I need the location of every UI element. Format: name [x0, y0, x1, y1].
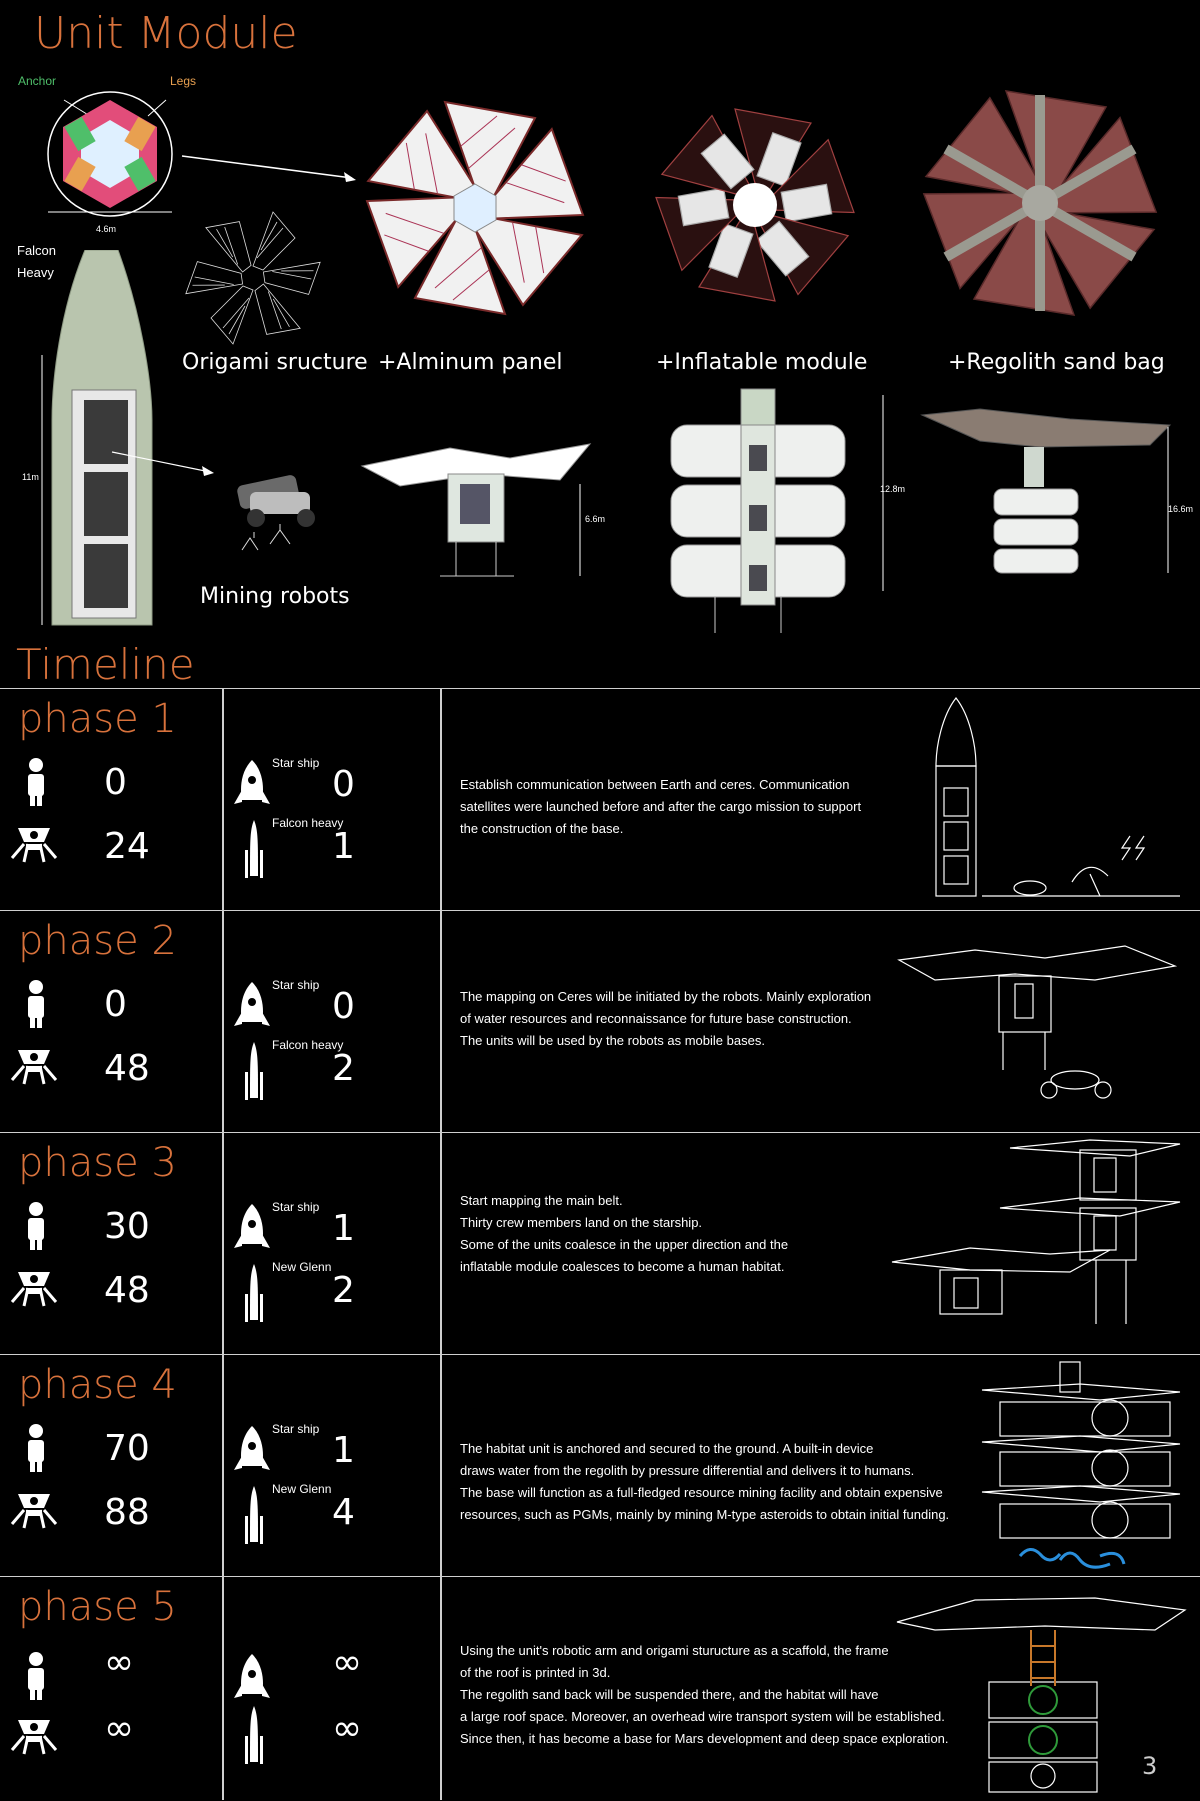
origami-caption: Origami sructure — [182, 350, 368, 375]
mining-robot-icon — [10, 1046, 58, 1086]
crew-count: 70 — [104, 1428, 150, 1469]
starship-rocket-icon — [234, 760, 270, 804]
description-line: The mapping on Ceres will be initiated by the robots. Mainly exploration — [460, 989, 872, 1004]
starship-rocket-icon — [234, 1204, 270, 1248]
launch-vehicle-label: New Glenn — [272, 1260, 332, 1274]
phase-description — [460, 986, 900, 1052]
phase-3-illustration — [890, 1134, 1190, 1349]
hexagon-plan-diagram — [40, 84, 180, 234]
inflatable-module-drawing — [645, 105, 865, 305]
phase-description — [460, 774, 900, 840]
robot-count: 24 — [104, 826, 150, 867]
description-line: Establish communication between Earth and ceres. Communication — [460, 777, 850, 792]
phase-title: phase 5 — [18, 1584, 177, 1630]
launch-vehicle-label: New Glenn — [272, 1482, 332, 1496]
crew-count: 30 — [104, 1206, 150, 1247]
starship-count: ∞ — [332, 1642, 362, 1683]
launch-vehicle-icon — [244, 1042, 264, 1102]
regolith-unit-elevation — [920, 405, 1180, 580]
phase-title: phase 2 — [18, 918, 177, 964]
anchor-label: Anchor — [18, 74, 57, 88]
crew-person-icon — [24, 1202, 48, 1250]
launch-vehicle-icon — [244, 1486, 264, 1546]
mining-robots-drawing — [220, 462, 340, 572]
description-line: draws water from the regolith by pressure differential and delivers it to humans. — [460, 1463, 915, 1478]
mining-robots-caption: Mining robots — [200, 584, 350, 609]
aluminum-caption: +Alminum panel — [378, 350, 563, 375]
starship-count: 0 — [332, 764, 355, 805]
panel-height-dimension: 6.6m — [585, 514, 606, 524]
crew-count: 0 — [104, 762, 127, 803]
launch-vehicle-label: Falcon heavy — [272, 1038, 344, 1052]
legs-label: Legs — [170, 74, 197, 88]
description-line: The base will function as a full-fledged resource mining facility and obtain expensive — [460, 1485, 943, 1500]
launch-vehicle-count: 2 — [332, 1048, 355, 1089]
phase-4-illustration — [980, 1360, 1190, 1570]
launch-vehicle-count: 4 — [332, 1492, 355, 1533]
regolith-sandbag-drawing — [905, 88, 1175, 318]
starship-rocket-icon — [234, 1426, 270, 1470]
starship-label: Star ship — [272, 1200, 320, 1214]
robots-pointer-arrow — [110, 450, 220, 480]
mining-robot-icon — [10, 1716, 58, 1756]
robot-count: 48 — [104, 1048, 150, 1089]
starship-rocket-icon — [234, 1654, 270, 1698]
starship-label: Star ship — [272, 1422, 320, 1436]
crew-count: 0 — [104, 984, 127, 1025]
description-line: The regolith sand back will be suspended there, and the habitat will have — [460, 1687, 879, 1702]
starship-count: 1 — [332, 1208, 355, 1249]
description-line: of the roof is printed in 3d. — [460, 1665, 611, 1680]
phase-description — [460, 1438, 950, 1526]
timeline-title: Timeline — [16, 640, 195, 689]
launch-vehicle-count: 2 — [332, 1270, 355, 1311]
robot-count: 88 — [104, 1492, 150, 1533]
description-line: Using the unit's robotic arm and origami sturucture as a scaffold, the frame — [460, 1643, 889, 1658]
robot-count: 48 — [104, 1270, 150, 1311]
description-line: Since then, it has become a base for Mars development and deep space exploration. — [460, 1731, 949, 1746]
starship-label: Star ship — [272, 978, 320, 992]
phase-description — [460, 1190, 900, 1278]
crew-person-icon — [24, 1424, 48, 1472]
launch-vehicle-count: 1 — [332, 826, 355, 867]
description-line: resources, such as PGMs, mainly by mining M-type asteroids to obtain initial funding. — [460, 1507, 950, 1522]
launch-vehicle-icon — [244, 820, 264, 880]
mining-robot-icon — [10, 824, 58, 864]
inflatable-height-dimension: 12.8m — [880, 484, 906, 494]
origami-structure-drawing — [178, 208, 328, 348]
pointer-arrow — [180, 150, 360, 190]
description-line: a large roof space. Moreover, an overhead wire transport system will be established. — [460, 1709, 945, 1724]
phase-2-illustration — [895, 940, 1185, 1120]
launch-vehicle-count: ∞ — [332, 1708, 362, 1749]
rocket-height-dimension: 11m — [22, 472, 39, 482]
phase-1-illustration — [900, 696, 1190, 906]
phase-title: phase 3 — [18, 1140, 177, 1186]
starship-count: 1 — [332, 1430, 355, 1471]
description-line: Some of the units coalesce in the upper direction and the — [460, 1237, 789, 1252]
page-number: 3 — [1142, 1752, 1158, 1780]
crew-count: ∞ — [104, 1642, 134, 1683]
description-line: The units will be used by the robots as mobile bases. — [460, 1033, 765, 1048]
crew-person-icon — [24, 1652, 48, 1700]
mining-robot-icon — [10, 1490, 58, 1530]
starship-label: Star ship — [272, 756, 320, 770]
crew-person-icon — [24, 980, 48, 1028]
regolith-caption: +Regolith sand bag — [948, 350, 1165, 375]
inflatable-caption: +Inflatable module — [656, 350, 868, 375]
aluminum-panel-drawing — [350, 98, 600, 318]
phase-description — [460, 1640, 949, 1750]
description-line: The habitat unit is anchored and secured to the ground. A built-in device — [460, 1441, 874, 1456]
launch-vehicle-icon — [244, 1706, 264, 1766]
mining-robot-icon — [10, 1268, 58, 1308]
panel-unit-elevation — [360, 440, 600, 590]
starship-count: 0 — [332, 986, 355, 1027]
starship-rocket-icon — [234, 982, 270, 1026]
inflatable-stack-elevation — [645, 385, 885, 635]
launch-vehicle-icon — [244, 1264, 264, 1324]
launch-vehicle-label: Falcon heavy — [272, 816, 344, 830]
description-line: Start mapping the main belt. — [460, 1193, 623, 1208]
falcon-heavy-label: Falcon Heavy — [17, 243, 57, 280]
falcon-heavy-fairing — [40, 250, 170, 630]
robot-count: ∞ — [104, 1708, 134, 1749]
crew-person-icon — [24, 758, 48, 806]
width-dimension: 4.6m — [96, 224, 117, 234]
phase-title: phase 1 — [18, 696, 177, 742]
regolith-height-dimension: 16.6m — [1168, 504, 1194, 514]
description-line: satellites were launched before and after the cargo mission to support — [460, 799, 862, 814]
phase-title: phase 4 — [18, 1362, 177, 1408]
description-line: the construction of the base. — [460, 821, 624, 836]
unit-module-title: Unit Module — [34, 8, 298, 59]
description-line: Thirty crew members land on the starship. — [460, 1215, 703, 1230]
description-line: of water resources and reconnaissance for future base construction. — [460, 1011, 852, 1026]
description-line: inflatable module coalesces to become a human habitat. — [460, 1259, 785, 1274]
